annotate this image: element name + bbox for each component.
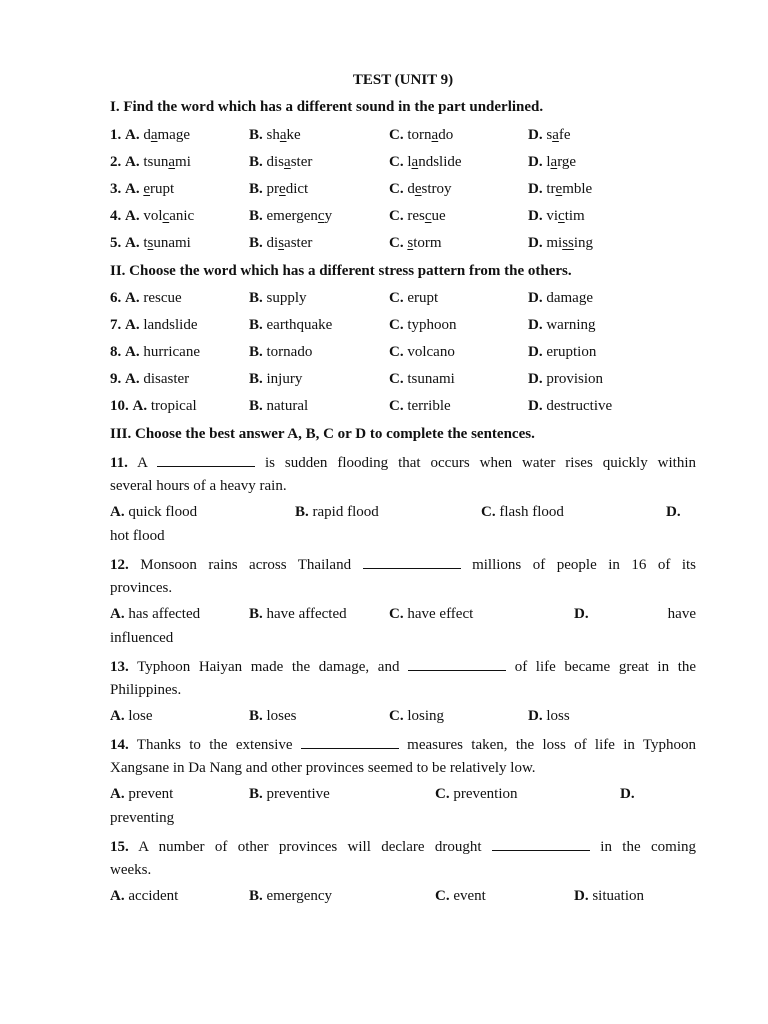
question-2-option-d: D. large [528,154,577,170]
question-5-option-c: C. storm [389,235,442,251]
question-3-option-a: 3. A. erupt [110,181,175,197]
question-12-option-b: B. have affected [249,606,347,622]
answer-blank [492,836,590,851]
question-3-option-d: D. tremble [528,181,593,197]
section-1-heading: I. Find the word which has a different sound in the part underlined. [110,99,544,115]
question-12-options [110,606,696,626]
question-8-option-a: 8. A. hurricane [110,344,200,360]
question-1-option-c: C. tornado [389,127,454,143]
question-11-stem: 11. A is sudden flooding that occurs when water rises quickly within several hours of a heavy rain. [110,452,696,498]
question-15-option-a: A. accident [110,888,179,904]
question-15-option-b: B. emergency [249,888,333,904]
question-5-option-a: 5. A. tsunami [110,235,191,251]
question-9-option-c: C. tsunami [389,371,455,387]
question-10-option-b: B. natural [249,398,309,414]
section-3-heading: III. Choose the best answer A, B, C or D to complete the sentences. [110,426,535,442]
question-6-option-d: D. damage [528,290,593,306]
answer-blank [408,656,506,671]
question-15-stem: 15. A number of other provinces will declare drought in the coming weeks. [110,836,696,882]
question-4 [110,208,696,228]
question-5 [110,235,696,255]
page-title: TEST (UNIT 9) [352,72,454,88]
question-2-option-c: C. landslide [389,154,462,170]
question-4-option-c: C. rescue [389,208,446,224]
question-7-option-d: D. warning [528,317,596,333]
question-13-options [110,708,696,728]
question-12-stem: 12. Monsoon rains across Thailand millions of people in 16 of its provinces. [110,554,696,600]
question-15-option-d: D. situation [574,888,645,904]
section-2-heading: II. Choose the word which has a different stress pattern from the others. [110,263,572,279]
question-15-option-c: C. event [435,888,486,904]
question-10-option-d: D. destructive [528,398,613,414]
question-14-option-b: B. preventive [249,786,330,802]
question-6 [110,290,696,310]
question-6-option-b: B. supply [249,290,307,306]
question-12-option-a: A. has affected [110,606,201,622]
question-1-option-b: B. shake [249,127,301,143]
question-10-option-a: 10. A. tropical [110,398,197,414]
answer-blank [301,734,399,749]
question-13-option-b: B. loses [249,708,297,724]
question-2-option-a: 2. A. tsunami [110,154,191,170]
question-4-option-b: B. emergency [249,208,333,224]
question-9-option-d: D. provision [528,371,604,387]
question-9-option-b: B. injury [249,371,303,387]
question-11-option-a: A. quick flood [110,504,198,520]
question-7-option-c: C. typhoon [389,317,457,333]
question-7-option-a: 7. A. landslide [110,317,198,333]
answer-blank [157,452,255,467]
answer-blank [363,554,461,569]
question-11-option-d: hot flood [110,528,165,544]
question-13-option-c: C. losing [389,708,445,724]
question-3-option-b: B. predict [249,181,309,197]
question-12-option-d-letter: D. [574,606,589,622]
question-5-option-d: D. missing [528,235,594,251]
question-14-options [110,786,696,806]
question-2 [110,154,696,174]
question-11-option-c: C. flash flood [481,504,564,520]
question-13-option-d: D. loss [528,708,570,724]
question-4-option-a: 4. A. volcanic [110,208,195,224]
question-14-option-a: A. prevent [110,786,174,802]
question-2-option-b: B. disaster [249,154,313,170]
question-1 [110,127,696,147]
question-7 [110,317,696,337]
question-6-option-a: 6. A. rescue [110,290,182,306]
question-8-option-b: B. tornado [249,344,313,360]
question-1-option-a: 1. A. damage [110,127,190,143]
question-7-option-b: B. earthquake [249,317,333,333]
question-12-option-d-part1: have [667,606,696,622]
question-10 [110,398,696,418]
question-11-option-b: B. rapid flood [295,504,379,520]
question-11-options [110,504,696,524]
question-15-options [110,888,696,908]
question-13-option-a: A. lose [110,708,153,724]
question-13-stem: 13. Typhoon Haiyan made the damage, and of life became great in the Philippines. [110,656,696,702]
question-1-option-d: D. safe [528,127,571,143]
question-12-option-c: C. have effect [389,606,474,622]
question-14-option-d-letter: D. [620,786,635,802]
question-3-option-c: C. destroy [389,181,452,197]
question-14-option-d: preventing [110,810,175,826]
question-8 [110,344,696,364]
question-14-stem: 14. Thanks to the extensive measures taken, the loss of life in Typhoon Xangsane in Da Nang and other provinces seemed to be relatively low. [110,734,696,780]
question-9 [110,371,696,391]
question-8-option-c: C. volcano [389,344,455,360]
question-14-option-c: C. prevention [435,786,518,802]
question-8-option-d: D. eruption [528,344,597,360]
question-3 [110,181,696,201]
question-11-option-d-letter: D. [666,504,681,520]
question-4-option-d: D. victim [528,208,585,224]
question-9-option-a: 9. A. disaster [110,371,190,387]
question-5-option-b: B. disaster [249,235,313,251]
question-10-option-c: C. terrible [389,398,451,414]
question-12-option-d-part2: influenced [110,630,174,646]
question-6-option-c: C. erupt [389,290,439,306]
